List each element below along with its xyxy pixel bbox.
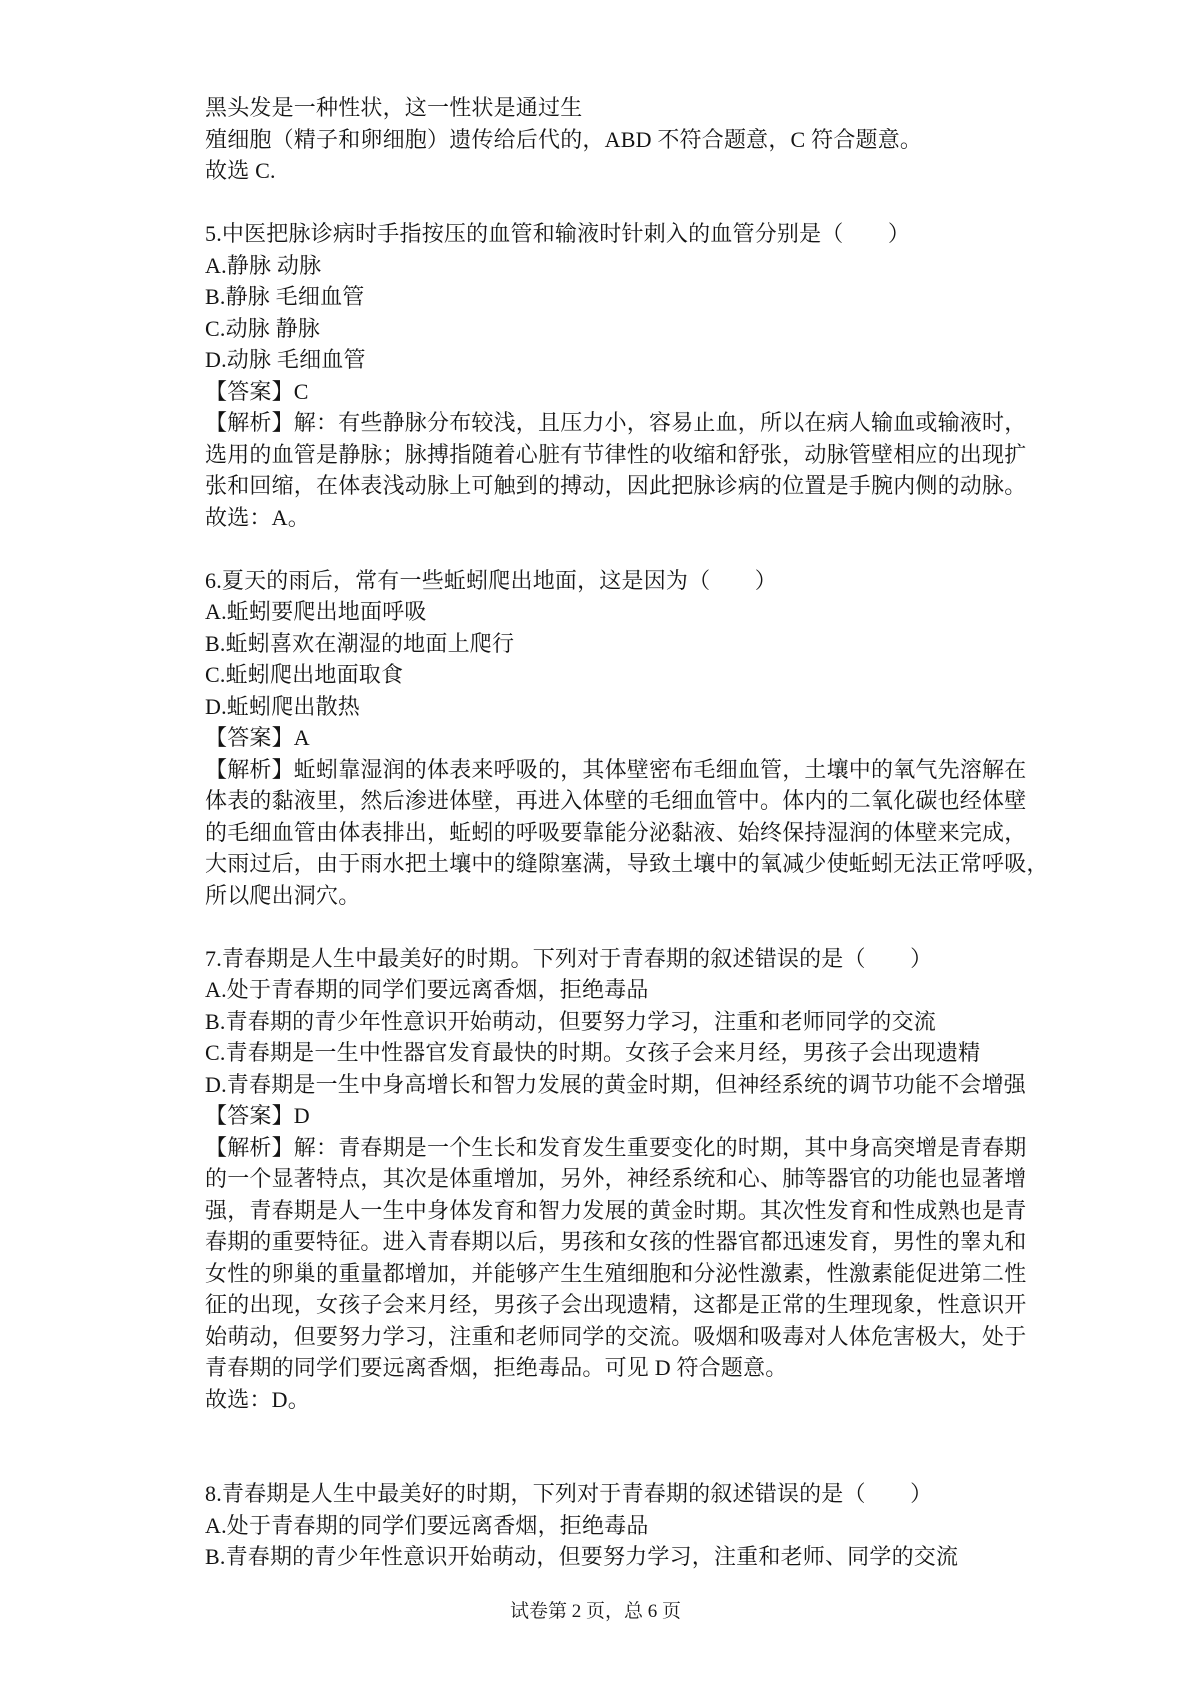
text-line: 故选：A。	[205, 504, 310, 530]
text-line: D.蚯蚓爬出散热	[205, 693, 360, 719]
text-line: 【解析】解：有些静脉分布较浅，且压力小，容易止血，所以在病人输血或输液时，	[205, 410, 1027, 435]
question-7	[205, 943, 1027, 1416]
text-line: 黑头发是一种性状，这一性状是通过生	[205, 95, 583, 120]
text-line: 春期的重要特征。进入青春期以后，男孩和女孩的性器官都迅速发育，男性的睾丸和	[205, 1229, 1027, 1254]
question-6	[205, 565, 1049, 912]
text-line: A.静脉 动脉	[205, 252, 322, 278]
text-line: 故选：D。	[205, 1386, 310, 1412]
text-line: 【答案】D	[205, 1103, 310, 1128]
text-line: 大雨过后，由于雨水把土壤中的缝隙塞满，导致土壤中的氧减少使蚯蚓无法正常呼吸，	[205, 851, 1049, 876]
question-4-analysis-tail	[205, 92, 995, 187]
text-line: 的毛细血管由体表排出，蚯蚓的呼吸要靠能分泌黏液、始终保持湿润的体壁来完成，	[205, 819, 1027, 845]
text-line: 强，青春期是人一生中身体发育和智力发展的黄金时期。其次性发育和性成熟也是青	[205, 1197, 1027, 1223]
text-line: D.青春期是一生中身高增长和智力发展的黄金时期，但神经系统的调节功能不会增强	[205, 1071, 1026, 1097]
text-line: 【解析】解：青春期是一个生长和发育发生重要变化的时期，其中身高突增是青春期	[205, 1134, 1027, 1160]
text-line: A.处于青春期的同学们要远离香烟，拒绝毒品	[205, 977, 649, 1002]
text-line: 6.夏天的雨后，常有一些蚯蚓爬出地面，这是因为（ ）	[205, 567, 777, 593]
text-line: A.蚯蚓要爬出地面呼吸	[205, 599, 427, 624]
text-line: 8.青春期是人生中最美好的时期，下列对于青春期的叙述错误的是（ ）	[205, 1481, 933, 1506]
text-line: 故选 C.	[205, 158, 276, 183]
text-line: C.动脉 静脉	[205, 315, 321, 341]
text-line: 体表的黏液里，然后渗进体壁，再进入体壁的毛细血管中。体内的二氧化碳也经体壁	[205, 788, 1027, 813]
text-line: C.蚯蚓爬出地面取食	[205, 662, 404, 687]
text-line: B.蚯蚓喜欢在潮湿的地面上爬行	[205, 630, 515, 656]
text-line: 的一个显著特点，其次是体重增加，另外，神经系统和心、肺等器官的功能也显著增	[205, 1166, 1027, 1191]
text-line: B.青春期的青少年性意识开始萌动，但要努力学习，注重和老师同学的交流	[205, 1008, 936, 1034]
text-line: C.青春期是一生中性器官发育最快的时期。女孩子会来月经，男孩子会出现遗精	[205, 1040, 981, 1065]
text-line: A.处于青春期的同学们要远离香烟，拒绝毒品	[205, 1512, 649, 1538]
question-8	[205, 1478, 995, 1573]
text-line: B.静脉 毛细血管	[205, 284, 365, 309]
text-line: 【答案】C	[205, 378, 309, 404]
text-line: 青春期的同学们要远离香烟，拒绝毒品。可见 D 符合题意。	[205, 1355, 788, 1380]
text-line: 女性的卵巢的重量都增加，并能够产生生殖细胞和分泌性激素，性激素能促进第二性	[205, 1260, 1027, 1286]
text-line: 【答案】A	[205, 725, 310, 750]
text-line: 5.中医把脉诊病时手指按压的血管和输液时针刺入的血管分别是（ ）	[205, 221, 911, 246]
text-line: 殖细胞（精子和卵细胞）遗传给后代的，ABD 不符合题意，C 符合题意。	[205, 126, 923, 152]
text-line: D.动脉 毛细血管	[205, 347, 366, 372]
text-line: 7.青春期是人生中最美好的时期。下列对于青春期的叙述错误的是（ ）	[205, 945, 933, 971]
exam-content	[205, 92, 1049, 1573]
text-line: 所以爬出洞穴。	[205, 882, 361, 908]
question-5	[205, 218, 1027, 533]
page-footer: 试卷第 2 页，总 6 页	[509, 1601, 681, 1622]
text-line: 选用的血管是静脉；脉搏指随着心脏有节律性的收缩和舒张，动脉管壁相应的出现扩	[205, 441, 1027, 467]
text-line: 始萌动，但要努力学习，注重和老师同学的交流。吸烟和吸毒对人体危害极大，处于	[205, 1323, 1027, 1349]
text-line: 【解析】蚯蚓靠湿润的体表来呼吸的，其体壁密布毛细血管，土壤中的氧气先溶解在	[205, 756, 1027, 782]
text-line: B.青春期的青少年性意识开始萌动，但要努力学习，注重和老师、同学的交流	[205, 1544, 959, 1569]
text-line: 张和回缩，在体表浅动脉上可触到的搏动，因此把脉诊病的位置是手腕内侧的动脉。	[205, 473, 1027, 498]
text-line: 征的出现，女孩子会来月经，男孩子会出现遗精，这都是正常的生理现象，性意识开	[205, 1292, 1027, 1317]
